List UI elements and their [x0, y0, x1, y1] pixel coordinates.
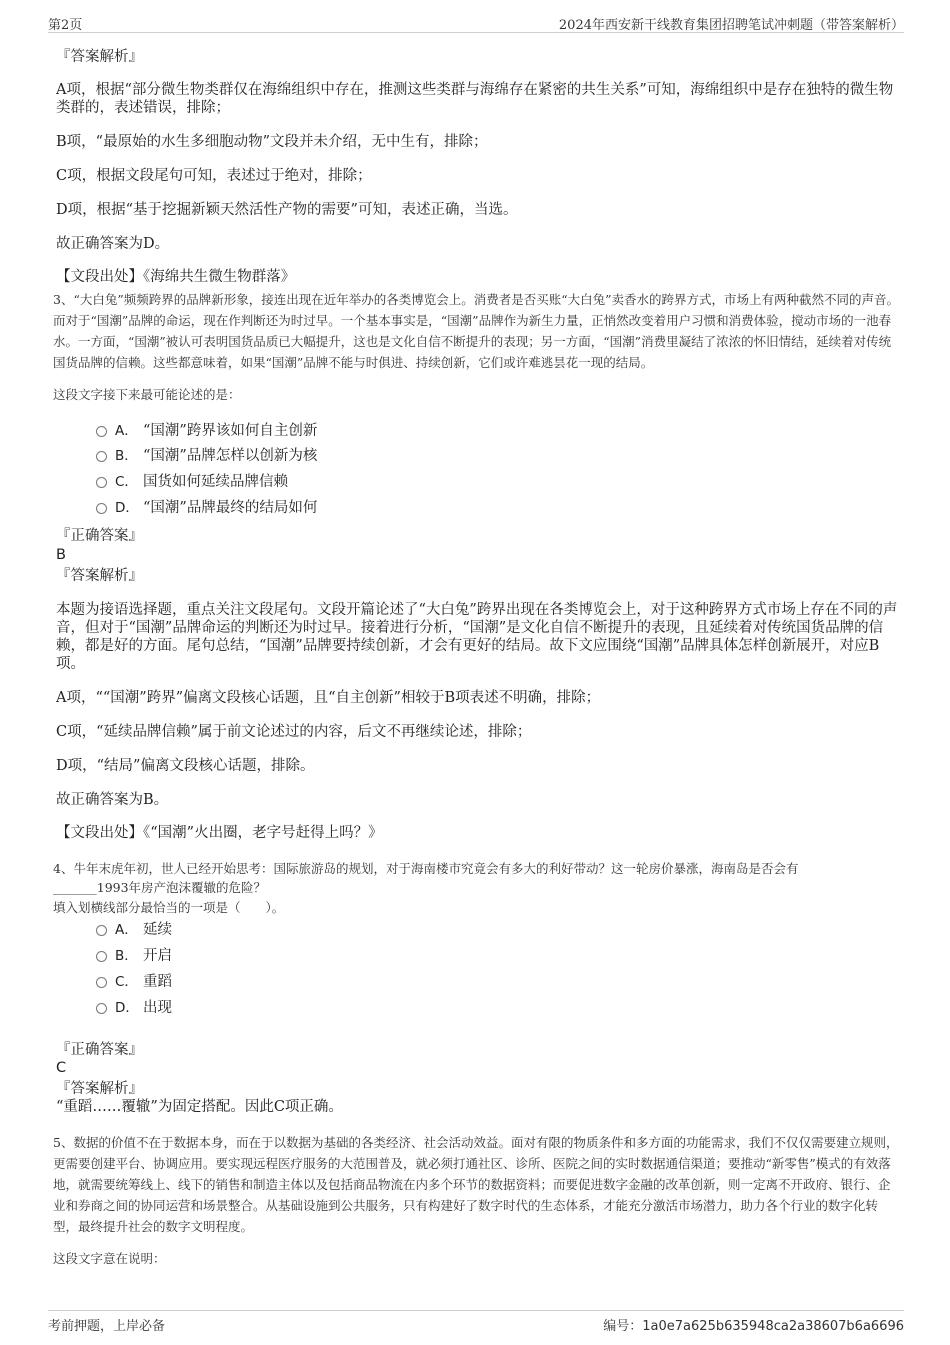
option-key: B．: [115, 448, 138, 464]
q3-passage: 3、“大白兔”频频跨界的品牌新形象，接连出现在近年举办的各类博览会上。消费者是否买账“大白兔”卖香水的跨界方式，市场上有两种截然不同的声音。而对于“国潮”品牌的命运，现在作判断还为时过早。一个基本事实是，“国潮”品牌作为新生力量，正悄然改变着用户习惯和消费体验，搅动市场的一池春水。一方面，“国潮”被认可表明国货品质已大幅提升，这也是文化自信不断提升的表现；另一方面，“国潮”消费里凝结了浓浓的怀旧情结，延续着对传统国货品牌的信赖。这些都意味着，如果“国潮”品牌不能与时俱进、持续创新，它们或许难逃昙花一现的结局。: [53, 292, 900, 370]
q2-conclusion: 故正确答案为D。: [56, 236, 170, 252]
code-value: 1a0e7a625b635948ca2a38607b6a6696: [642, 1319, 904, 1334]
option-text: “国潮”品牌怎样以创新为核: [143, 448, 318, 464]
option-text: 国货如何延续品牌信赖: [143, 474, 288, 490]
q3-question: 这段文字接下来最可能论述的是：: [53, 387, 241, 402]
q3-analysis-a: A项，““国潮”跨界”偏离文段核心话题，且“自主创新”相较于B项表述不明确，排除；: [56, 690, 601, 706]
q3-option-c[interactable]: [96, 472, 288, 492]
q4-passage-2: _______1993年房产泡沫覆辙的危险？: [53, 880, 267, 895]
radio-icon[interactable]: [96, 951, 107, 962]
option-text: 重蹈: [143, 974, 172, 990]
page-footer: [48, 1310, 904, 1335]
q3-analysis: 本题为接语选择题，重点关注文段尾句。文段开篇论述了“大白兔”跨界出现在各类博览会上，对于这种跨界方式市场上存在不同的声音，但对于“国潮”品牌命运的判断还为时过早。接着进行分析，“国潮”是文化自信不断提升的表现，且延续着对传统国货品牌的信赖，都是好的方面。尾句总结，“国潮”品牌要持续创新，才会有更好的结局。故下文应围绕“国潮”品牌具体怎样创新展开，对应B项。: [56, 602, 898, 672]
q2-analysis-c: C项，根据文段尾句可知，表述过于绝对，排除；: [56, 168, 372, 184]
q3-conclusion: 故正确答案为B。: [56, 792, 169, 808]
q3-answer: B: [56, 547, 66, 563]
q4-answer-label: 『正确答案』: [56, 1042, 143, 1058]
q2-analysis-b: B项，“最原始的水生多细胞动物”文段并未介绍，无中生有，排除；: [56, 134, 488, 150]
q2-analysis-a: A项，根据“部分微生物类群仅在海绵组织中存在，推测这些类群与海绵存在紧密的共生关系”可知，海绵组织中是存在独特的微生物类群的，表述错误，排除；: [56, 82, 894, 116]
option-text: 出现: [143, 1000, 172, 1016]
q4-option-d[interactable]: [96, 998, 172, 1018]
q4-passage-1: 4、牛年末虎年初，世人已经开始思考：国际旅游岛的规划，对于海南楼市究竟会有多大的利好带动？这一轮房价暴涨，海南岛是否会有: [53, 861, 799, 876]
radio-icon[interactable]: [96, 977, 107, 988]
code-label: 编号：: [603, 1319, 643, 1334]
footer-slogan: 考前押题，上岸必备: [48, 1319, 166, 1334]
q2-source: 【文段出处】《海绵共生微生物群落》: [56, 269, 296, 285]
q3-analysis-c: C项，“延续品牌信赖”属于前文论述过的内容，后文不再继续论述，排除；: [56, 724, 532, 740]
option-key: D．: [115, 500, 139, 516]
q3-analysis-label: 『答案解析』: [56, 568, 143, 584]
q4-option-c[interactable]: [96, 972, 172, 992]
q2-analysis-label: 『答案解析』: [56, 49, 143, 65]
radio-icon[interactable]: [96, 503, 107, 514]
option-key: A．: [115, 922, 138, 938]
q4-question: 填入划横线部分最恰当的一项是（ ）。: [53, 900, 285, 915]
radio-icon[interactable]: [96, 426, 107, 437]
q4-answer: C: [56, 1060, 67, 1076]
q2-analysis-d: D项，根据“基于挖掘新颖天然活性产物的需要”可知，表述正确，当选。: [56, 202, 518, 218]
option-text: “国潮”品牌最终的结局如何: [143, 500, 318, 516]
q5-passage: 5、数据的价值不在于数据本身，而在于以数据为基础的各类经济、社会活动效益。面对有限的物质条件和多方面的功能需求，我们不仅仅需要建立规则，更需要创建平台、协调应用。要实现远程医疗服务的大范围普及，就必须打通社区、诊所、医院之间的实时数据通信渠道；要推动“新零售”模式的有效落地，就需要统筹线上、线下的销售和制造主体以及包括商品物流在内多个环节的数据资料；而要促进数字金融的改革创新，则一定离不开政府、银行、企业和券商之间的协同运营和场景整合。从基础设施到公共服务，只有构建好了数字时代的生态体系，才能充分激活市场潜力，助力各个行业的数字化转型，最终提升社会的数字文明程度。: [53, 1135, 899, 1234]
q3-option-b[interactable]: [96, 446, 317, 466]
option-text: 延续: [143, 922, 172, 938]
q4-option-a[interactable]: [96, 920, 172, 940]
option-text: 开启: [143, 948, 172, 964]
option-text: “国潮”跨界该如何自主创新: [143, 423, 318, 439]
document-title: 2024年西安新干线教育集团招聘笔试冲刺题（带答案解析）: [558, 18, 904, 33]
q3-analysis-d: D项，“结局”偏离文段核心话题，排除。: [56, 758, 315, 774]
q4-analysis: “重蹈……覆辙”为固定搭配。因此C项正确。: [56, 1099, 343, 1115]
q3-source: 【文段出处】《“国潮”火出圈，老字号赶得上吗？》: [56, 825, 383, 841]
option-key: B．: [115, 948, 138, 964]
q5-question: 这段文字意在说明：: [53, 1251, 166, 1266]
q3-option-a[interactable]: [96, 421, 317, 441]
q3-answer-label: 『正确答案』: [56, 528, 143, 544]
radio-icon[interactable]: [96, 477, 107, 488]
page-number: 第2页: [48, 18, 83, 33]
q4-option-b[interactable]: [96, 946, 172, 966]
option-key: C．: [115, 974, 138, 990]
option-key: C．: [115, 474, 138, 490]
document-code: [603, 1315, 904, 1334]
radio-icon[interactable]: [96, 1003, 107, 1014]
q3-option-d[interactable]: [96, 498, 317, 518]
page-header: [48, 10, 904, 33]
radio-icon[interactable]: [96, 451, 107, 462]
option-key: A．: [115, 423, 138, 439]
option-key: D．: [115, 1000, 139, 1016]
q4-analysis-label: 『答案解析』: [56, 1081, 143, 1097]
radio-icon[interactable]: [96, 925, 107, 936]
